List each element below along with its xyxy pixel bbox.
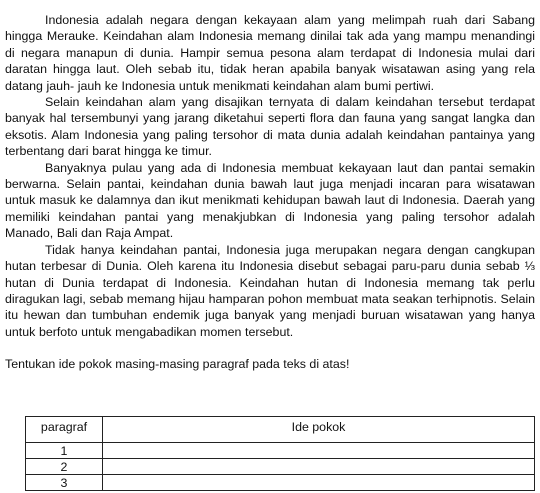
row-number: 3 [26,475,103,491]
idea-cell [103,443,535,459]
document-body [5,12,535,372]
paragraph-4: Tidak hanya keindahan pantai, Indonesia juga merupakan negara dengan cangkupan hutan terbesar di Dunia. Oleh karena itu Indonesia disebut sebagai paru-paru dunia sebab ⅓ hutan di Dunia terdapat di Indonesia. Keindahan hutan di Indonesia memang tak perlu diragukan lagi, sebab memang hijau hamparan pohon membuat mata seakan terhipnotis. Selain itu hewan dan tumbuhan endemik juga banyak yang menjadi buruan wisatawan yang hanya untuk berfoto untuk mengabadikan momen tersebut. [5,242,535,339]
header-paragraf: paragraf [26,417,103,443]
table-row [26,459,535,475]
paragraph-2: Selain keindahan alam yang disajikan ternyata di dalam keindahan tersebut terdapat banyak hal tersembunyi yang jarang diketahui seperti flora dan fauna yang sangat langka dan eksotis. Alam Indonesia yang paling tersohor di mata dunia adalah keindahan pantainya yang terbentang dari barat hingga ke timur. [5,95,535,159]
answer-table [25,416,535,491]
idea-cell [103,459,535,475]
paragraph-1: Indonesia adalah negara dengan kekayaan alam yang melimpah ruah dari Sabang hingga Merauke. Keindahan alam Indonesia memang dinilai tak ada yang mampu menandingi di negara manapun di dunia. Hampir semua pesona alam terdapat di Indonesia mulai dari daratan hingga laut. Oleh sebab itu, tidak heran apabila banyak wisatawan asing yang rela datang jauh- jauh ke Indonesia untuk menikmati keindahan alam bumi pertiwi. [5,13,535,93]
instruction-text: Tentukan ide pokok masing-masing paragraf pada teks di atas! [5,357,350,372]
table-row [26,443,535,459]
table-row [26,475,535,491]
table-header-row [26,417,535,443]
paragraph-3: Banyaknya pulau yang ada di Indonesia membuat kekayaan laut dan pantai semakin berwarna. Selain pantai, keindahan dunia bawah laut juga menjadi incaran para wisatawan untuk masuk ke dalamnya dan ikut menikmati kehidupan bawah laut di Indonesia. Daerah yang memiliki keindahan pantai yang menakjubkan di Indonesia yang paling tersohor adalah Manado, Bali dan Raja Ampat. [5,160,535,241]
row-number: 1 [26,443,103,459]
header-ide-pokok: Ide pokok [103,417,535,443]
idea-cell [103,475,535,491]
row-number: 2 [26,459,103,475]
